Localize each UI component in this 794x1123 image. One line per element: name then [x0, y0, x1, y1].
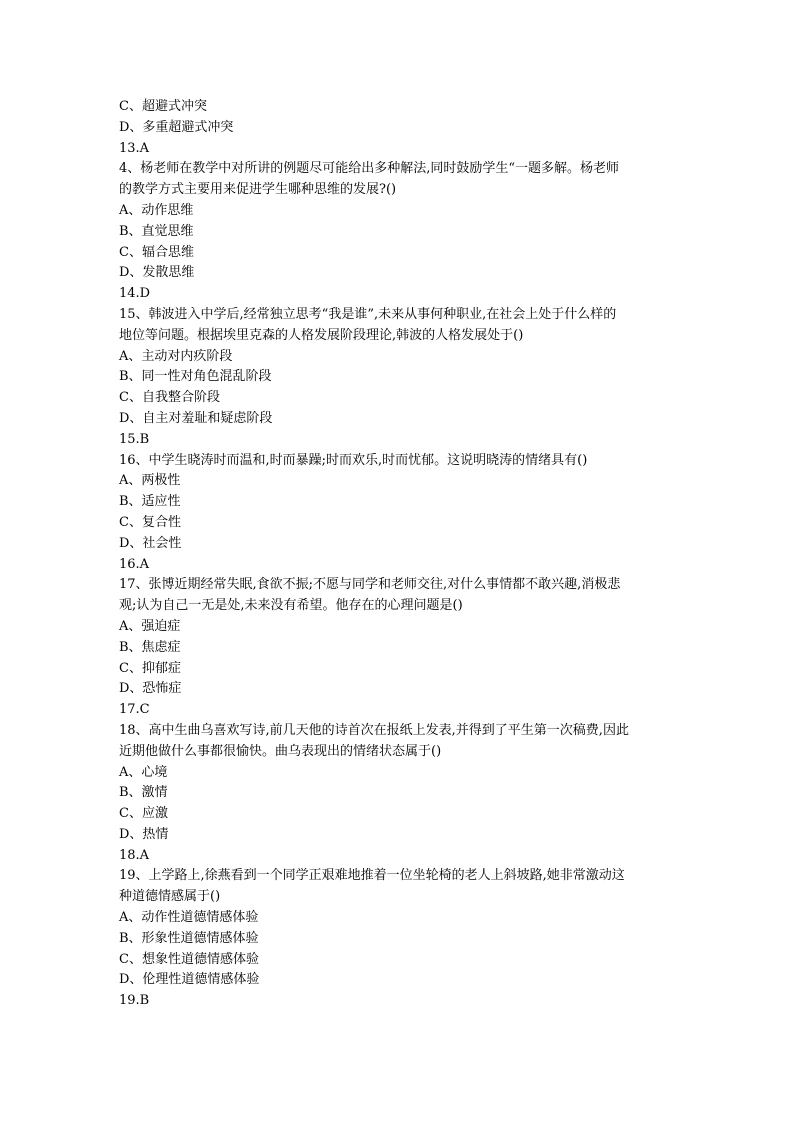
- question-18-text-cont: 近期他做什么事都很愉快。曲乌表现出的情绪状态属于(): [119, 743, 442, 759]
- option-d: D、伦理性道德情感体验: [119, 972, 260, 988]
- question-17-text: 17、张博近期经常失眠,食欲不振;不愿与同学和老师交往,对什么事情都不敢兴趣,消极悲: [119, 577, 621, 593]
- option-d: D、热情: [119, 826, 169, 842]
- option-d: D、社会性: [119, 535, 182, 551]
- option-b: B、适应性: [119, 494, 181, 510]
- option-c: C、想象性道德情感体验: [119, 951, 259, 967]
- option-a: A、动作性道德情感体验: [119, 910, 259, 926]
- answer-16: 16.A: [119, 556, 150, 572]
- question-15-text-cont: 地位等问题。根据埃里克森的人格发展阶段理论,韩波的人格发展处于(): [119, 327, 524, 343]
- question-16-text: 16、中学生晓涛时而温和,时而暴躁;时而欢乐,时而忧郁。这说明晓涛的情绪具有(): [119, 452, 588, 468]
- option-d: D、发散思维: [119, 265, 195, 281]
- option-b: B、激情: [119, 785, 168, 801]
- option-b: B、焦虑症: [119, 639, 181, 655]
- answer-19: 19.B: [119, 993, 150, 1009]
- option-a: A、两极性: [119, 473, 181, 489]
- option-c: C、辐合思维: [119, 244, 194, 260]
- question-19-text-cont: 种道德情感属于(): [119, 889, 221, 905]
- option-c: C、超避式冲突: [119, 99, 207, 114]
- option-a: A、心境: [119, 764, 168, 780]
- question-19-text: 19、上学路上,徐燕看到一个同学正艰难地推着一位坐轮椅的老人上斜坡路,她非常激动这: [119, 868, 625, 884]
- option-d: D、恐怖症: [119, 681, 182, 697]
- question-15-text: 15、韩波进入中学后,经常独立思考“我是谁”,未来从事何种职业,在社会上处于什么样的: [119, 306, 617, 322]
- option-a: A、动作思维: [119, 202, 194, 218]
- answer-15: 15.B: [119, 431, 150, 447]
- answer-14: 14.D: [119, 286, 151, 302]
- question-4-text-cont: 的教学方式主要用来促进学生哪种思维的发展?(): [119, 182, 397, 198]
- option-c: C、自我整合阶段: [119, 390, 220, 406]
- option-b: B、形象性道德情感体验: [119, 930, 259, 946]
- question-18-text: 18、高中生曲乌喜欢写诗,前几天他的诗首次在报纸上发表,并得到了平生第一次稿费,因此: [119, 722, 629, 738]
- option-c: C、抑郁症: [119, 660, 181, 676]
- option-c: C、应激: [119, 806, 168, 822]
- answer-13: 13.A: [119, 140, 150, 156]
- option-c: C、复合性: [119, 514, 181, 530]
- option-d: D、多重超避式冲突: [119, 119, 234, 135]
- question-4-text: 4、杨老师在教学中对所讲的例题尽可能给出多种解法,同时鼓励学生“一题多解。杨老师: [119, 161, 620, 177]
- question-17-text-cont: 观;认为自己一无是处,未来没有希望。他存在的心理问题是(): [119, 598, 463, 614]
- option-b: B、直觉思维: [119, 223, 194, 239]
- question-text-block: [119, 97, 679, 1012]
- answer-17: 17.C: [119, 702, 150, 718]
- answer-18: 18.A: [119, 847, 150, 863]
- option-a: A、主动对内疚阶段: [119, 348, 233, 364]
- option-b: B、同一性对角色混乱阶段: [119, 369, 272, 385]
- option-d: D、自主对羞耻和疑虑阶段: [119, 410, 273, 426]
- option-a: A、强迫症: [119, 618, 181, 634]
